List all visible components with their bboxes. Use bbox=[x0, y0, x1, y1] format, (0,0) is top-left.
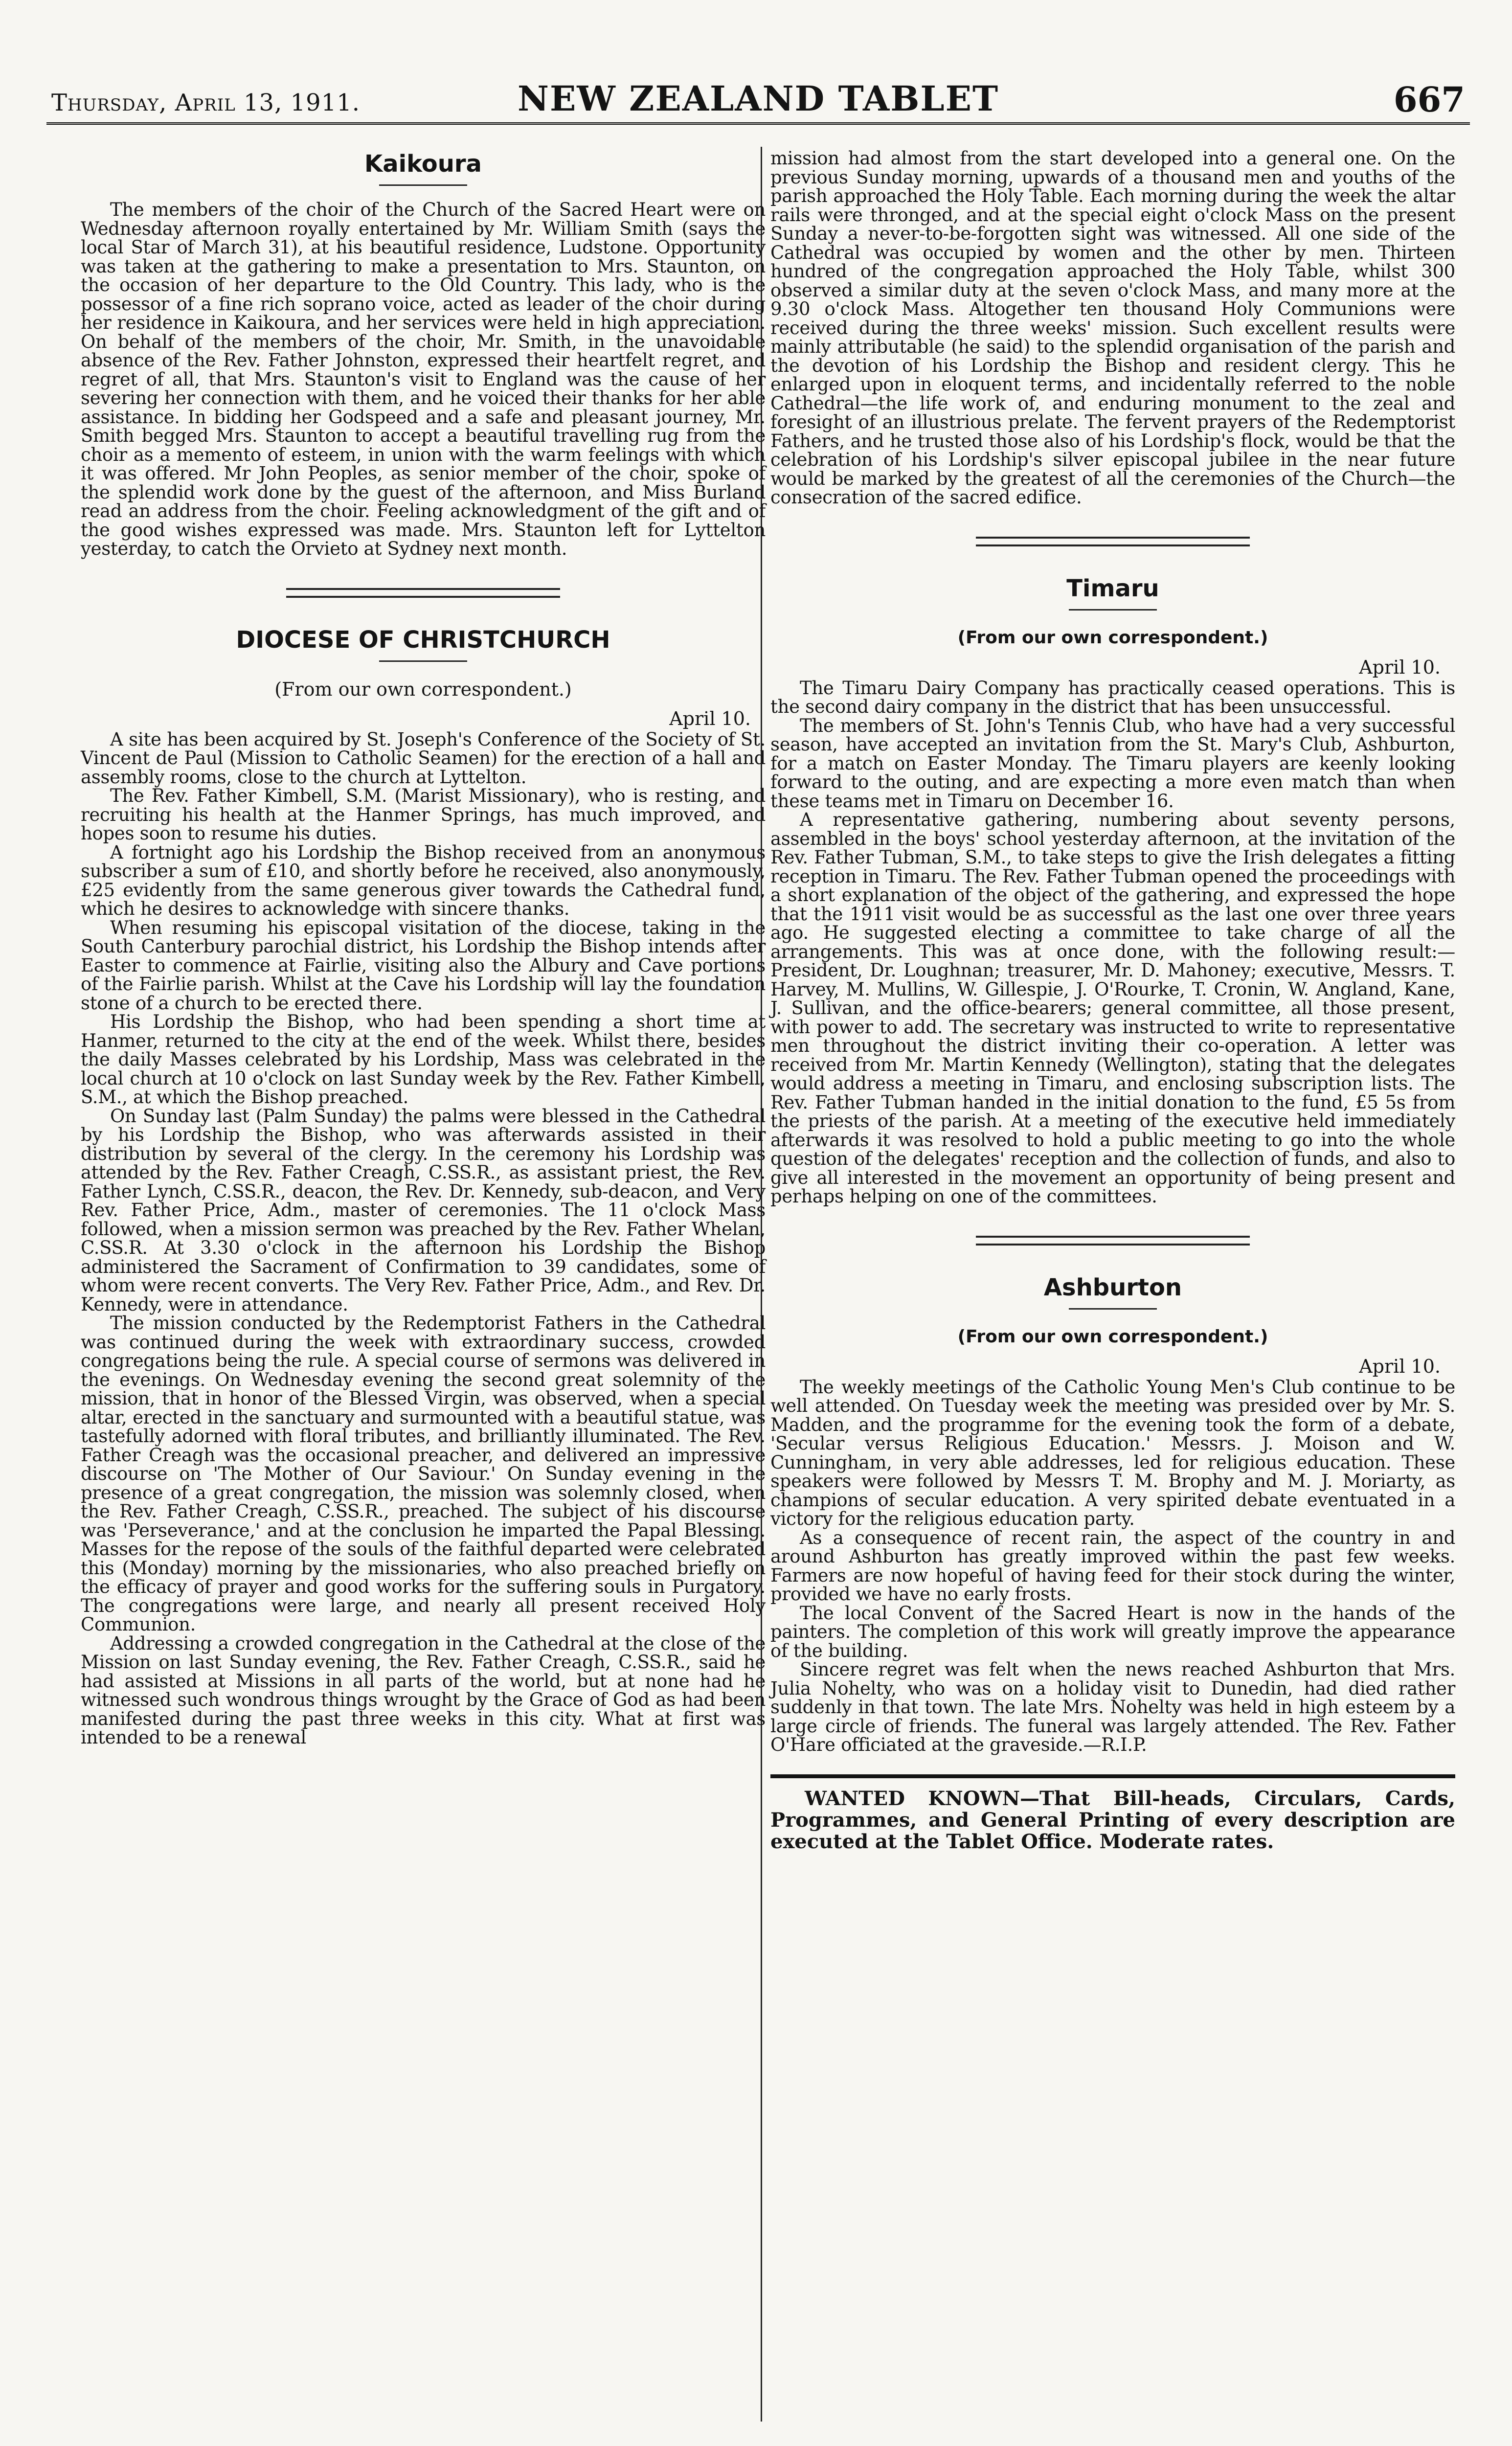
dateline: April 10. bbox=[1359, 656, 1441, 678]
correspondent-line: (From our own correspondent.) bbox=[957, 627, 1268, 648]
article-paragraph: As a consequence of recent rain, the aspect of the country in and around Ashburton has greatly improved within the past few weeks. Farmers are now hopeful of having feed for their stock during the winter, provided we have no early frosts. bbox=[770, 1527, 1455, 1605]
article-paragraph: Sincere regret was felt when the news reached Ashburton that Mrs. Julia Nohelty, who was on a holiday visit to Dunedin, had died rather suddenly in that town. The late Mrs. Nohelty was held in high esteem by a large circle of friends. The funeral was largely attended. The Rev. Father O'Hare officiated at the graveside.—R.I.P. bbox=[770, 1659, 1455, 1755]
issue-date: Thursday, April 13, 1911. bbox=[51, 89, 361, 116]
section-divider bbox=[976, 537, 1250, 546]
correspondent-line: (From our own correspondent.) bbox=[274, 678, 572, 700]
page-number: 667 bbox=[1393, 79, 1465, 120]
christchurch-continuation: mission had almost from the start developed into a general one. On the previous Sunday morning, upwards of a thousand men and youths of the parish approached the Holy Table. Each morning during the week the altar rails were thronged, and at the special eight o'clock Mass on the present Sunday a never-to-be-forgotten sight was witnessed. All one side of the Cathedral was occupied by women and the other by men. Thirteen hundred of the congregation approached the Holy Table, whilst 300 observed a similar duty at the seven o'clock Mass, and many more at the 9.30 o'clock Mass. Altogether ten thousand Holy Communions were received during the three weeks' mission. Such excellent results were mainly attributable (he said) to the splendid organisation of the parish and the devotion of his Lordship the Bishop and resident clergy. This he enlarged upon in eloquent terms, and incidentally referred to the noble Cathedral—the life work of, and enduring monument to the zeal and foresight of an illustrious prelate. The fervent prayers of the Redemptorist Fathers, and he trusted those also of his Lordship's flock, would be that the celebration of his Lordship's silver episcopal jubilee in the near future would be marked by the greatest of all the ceremonies of the Church—the consecration of the sacred edifice. bbox=[770, 148, 1455, 508]
article-paragraph: The members of St. John's Tennis Club, who have had a very successful season, have accepted an invitation from the St. Mary's Club, Ashburton, for a match on Easter Monday. The Timaru players are keenly looking forward to the outing, and are expecting a more even match than when these teams met in Timaru on December 16. bbox=[770, 715, 1455, 812]
section-divider bbox=[976, 1236, 1250, 1246]
divider bbox=[379, 184, 467, 186]
kaikoura-article bbox=[81, 149, 766, 559]
article-paragraph: The weekly meetings of the Catholic Young Men's Club continue to be well attended. On Tuesday week the meeting was presided over by Mr. S. Madden, and the programme for the evening took the form of a debate, 'Secular versus Religious Education.' Messrs. J. Moison and W. Cunningham, in very able addresses, led for religious education. These speakers were followed by Messrs T. M. Brophy and M. J. Moriarty, as champions of secular education. A very spirited debate eventuated in a victory for the religious education party. bbox=[770, 1376, 1455, 1529]
christchurch-article bbox=[81, 625, 766, 1747]
article-paragraph: A site has been acquired by St. Joseph's Conference of the Society of St. Vincent de Paul (Mission to Catholic Seamen) for the erection of a hall and assembly rooms, close to the church at Lyttelton. bbox=[81, 728, 766, 788]
advert-divider bbox=[770, 1774, 1455, 1778]
right-column bbox=[770, 149, 1455, 1853]
section-divider bbox=[286, 588, 560, 598]
article-paragraph: The Timaru Dairy Company has practically ceased operations. This is the second dairy company in the district that has been unsuccessful. bbox=[770, 677, 1455, 717]
left-column bbox=[81, 149, 766, 1747]
timaru-heading: Timaru bbox=[1066, 574, 1159, 602]
article-paragraph: When resuming his episcopal visitation of the diocese, taking in the South Canterbury parochial district, his Lordship the Bishop intends after Easter to commence at Fairlie, visiting also the Albury and Cave portions of the Fairlie parish. Whilst at the Cave his Lordship will lay the foundation stone of a church to be erected there. bbox=[81, 917, 766, 1014]
ashburton-heading: Ashburton bbox=[1043, 1273, 1182, 1301]
divider bbox=[1069, 609, 1157, 611]
page-header bbox=[46, 78, 1470, 125]
divider bbox=[1069, 1308, 1157, 1310]
christchurch-heading: DIOCESE OF CHRISTCHURCH bbox=[236, 626, 610, 654]
article-paragraph: Addressing a crowded congregation in the Cathedral at the close of the Mission on last Sunday evening, the Rev. Father Creagh, C.SS.R., said he had assisted at Missions in all parts of the world, but at none had he witnessed such wondrous things wrought by the Grace of God as had been manifested during the past three weeks in this city. What at first was intended to be a renewal bbox=[81, 1632, 766, 1748]
article-paragraph: The local Convent of the Sacred Heart is now in the hands of the painters. The completion of this work will greatly improve the appearance of the building. bbox=[770, 1602, 1455, 1661]
divider bbox=[379, 660, 467, 662]
ashburton-article bbox=[770, 1273, 1455, 1755]
dateline: April 10. bbox=[669, 707, 751, 729]
article-paragraph: The Rev. Father Kimbell, S.M. (Marist Missionary), who is resting, and recruiting his health at the Hanmer Springs, has much improved, and hopes soon to resume his duties. bbox=[81, 785, 766, 844]
correspondent-line: (From our own correspondent.) bbox=[957, 1326, 1268, 1347]
article-paragraph: His Lordship the Bishop, who had been spending a short time at Hanmer, returned to the city at the end of the week. Whilst there, besides the daily Masses celebrated by his Lordship, Mass was celebrated in the local church at 10 o'clock on last Sunday week by the Rev. Father Kimbell, S.M., at which the Bishop preached. bbox=[81, 1011, 766, 1108]
dateline: April 10. bbox=[1359, 1355, 1441, 1377]
article-paragraph: On Sunday last (Palm Sunday) the palms were blessed in the Cathedral by his Lordship the Bishop, who was afterwards assisted in their distribution by several of the clergy. In the ceremony his Lordship was attended by the Rev. Father Creagh, C.SS.R., as assistant priest, the Rev. Father Lynch, C.SS.R., deacon, the Rev. Dr. Kennedy, sub-deacon, and Very Rev. Father Price, Adm., master of ceremonies. The 11 o'clock Mass followed, when a mission sermon was preached by the Rev. Father Whelan, C.SS.R. At 3.30 o'clock in the afternoon his Lordship the Bishop administered the Sacrament of Confirmation to 39 candidates, some of whom were recent converts. The Very Rev. Father Price, Adm., and Rev. Dr. Kennedy, were in attendance. bbox=[81, 1105, 766, 1315]
timaru-article bbox=[770, 574, 1455, 1206]
article-paragraph: The mission conducted by the Redemptorist Fathers in the Cathedral was continued during the week with extraordinary success, crowded congregations being the rule. A special course of sermons was delivered in the evenings. On Wednesday evening the second great solemnity of the mission, that in honor of the Blessed Virgin, was observed, when a special altar, erected in the sanctuary and surmounted with a beautiful statue, was tastefully adorned with floral tributes, and brilliantly illuminated. The Rev. Father Creagh was the occasional preacher, and delivered an impressive discourse on 'The Mother of Our Saviour.' On Sunday evening in the presence of a great congregation, the mission was solemnly closed, when the Rev. Father Creagh, C.SS.R., preached. The subject of his discourse was 'Perseverance,' and at the conclusion he imparted the Papal Blessing. Masses for the repose of the souls of the faithful departed were celebrated this (Monday) morning by the missionaries, who also preached briefly on the efficacy of prayer and good works for the suffering souls in Purgatory. The congregations were large, and nearly all present received Holy Communion. bbox=[81, 1313, 766, 1635]
newspaper-title: NEW ZEALAND TABLET bbox=[517, 78, 999, 119]
article-paragraph: A representative gathering, numbering about seventy persons, assembled in the boys' school yesterday afternoon, at the invitation of the Rev. Father Tubman, S.M., to take steps to give the Irish delegates a fitting reception in Timaru. The Rev. Father Tubman opened the proceedings with a short explanation of the object of the gathering, and expressed the hope that the 1911 visit would be as successful as the last one over three years ago. He suggested electing a committee to take charge of all the arrangements. This was at once done, with the following result:—President, Dr. Loughnan; treasurer, Mr. D. Mahoney; executive, Messrs. T. Harvey, M. Mullins, W. Gillespie, J. O'Rourke, T. Cronin, W. Angland, Kane, J. Sullivan, and the office-bearers; general committee, all those present, with power to add. The secretary was instructed to write to representative men throughout the district inviting their co-operation. A letter was received from Mr. Martin Kennedy (Wellington), stating that the delegates would address a meeting in Timaru, and enclosing subscription lists. The Rev. Father Tubman handed in the initial donation to the fund, £5 5s from the priests of the parish. At a meeting of the executive held immediately afterwards it was resolved to hold a public meeting to go into the whole question of the delegates' reception and the collection of funds, and also to give all interested in the movement an opportunity of being present and perhaps helping on one of the committees. bbox=[770, 809, 1455, 1207]
kaikoura-heading: Kaikoura bbox=[364, 150, 482, 178]
kaikoura-paragraph: The members of the choir of the Church of the Sacred Heart were on Wednesday afternoon royally entertained by Mr. William Smith (says the local Star of March 31), at his beautiful residence, Ludstone. Opportunity was taken at the gathering to make a presentation to Mrs. Staunton, on the occasion of her departure to the Old Country. This lady, who is the possessor of a fine rich soprano voice, acted as leader of the choir during her residence in Kaikoura, and her services were held in high appreciation. On behalf of the members of the choir, Mr. Smith, in the unavoidable absence of the Rev. Father Johnston, expressed their heartfelt regret, and regret of all, that Mrs. Staunton's visit to England was the cause of her severing her connection with them, and he voiced their thanks for her able assistance. In bidding her Godspeed and a safe and pleasant journey, Mr. Smith begged Mrs. Staunton to accept a beautiful travelling rug from the choir as a memento of esteem, in union with the warm feelings with which it was offered. Mr John Peoples, as senior member of the choir, spoke of the splendid work done by the guest of the afternoon, and Miss Burland read an address from the choir. Feeling acknowledgment of the gift and of the good wishes expressed was made. Mrs. Staunton left for Lyttelton yesterday, to catch the Orvieto at Sydney next month. bbox=[81, 199, 766, 559]
printing-advert: WANTED KNOWN—That Bill-heads, Circulars, Cards, Programmes, and General Printing of every description are executed at the Tablet Office. Moderate rates. bbox=[770, 1787, 1455, 1853]
article-paragraph: A fortnight ago his Lordship the Bishop received from an anonymous subscriber a sum of £10, and shortly before he received, also anonymously, £25 evidently from the same generous giver towards the Cathedral fund, which he desires to acknowledge with sincere thanks. bbox=[81, 841, 766, 919]
